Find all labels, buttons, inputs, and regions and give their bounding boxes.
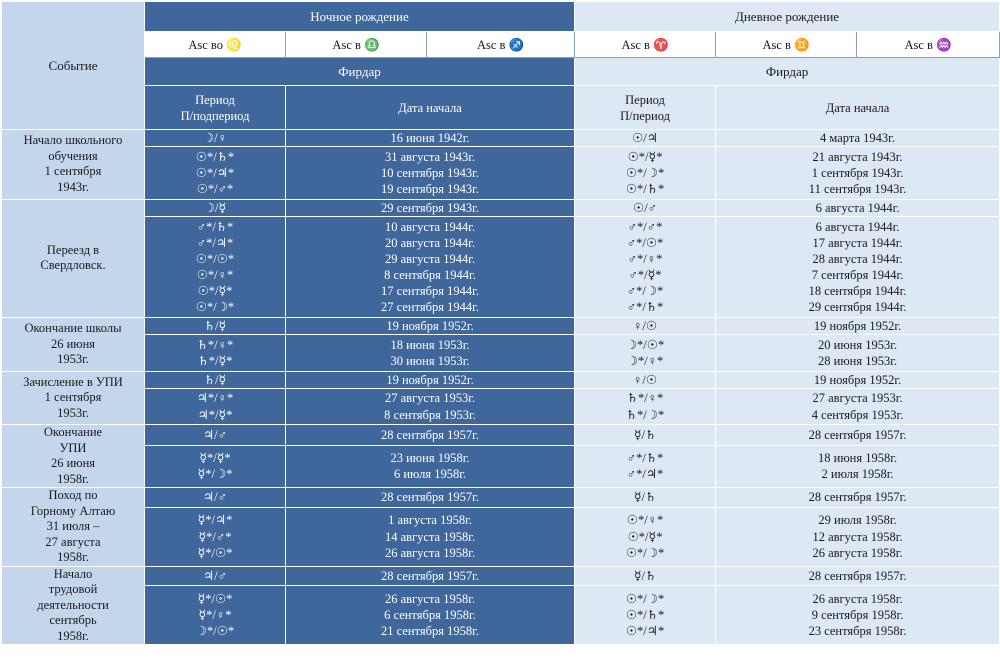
night-date-line: 19 сентября 1943г. <box>381 182 479 197</box>
night-date-line: 19 ноября 1952г. <box>386 372 474 387</box>
night-period-line: ☽*/☉* <box>195 624 235 639</box>
night-period-line: ♄*/☿* <box>197 354 233 369</box>
night-date <box>286 216 575 317</box>
night-date-line: 10 сентября 1943г. <box>381 165 479 180</box>
night-period-line: ♄/☿ <box>203 372 227 387</box>
night-date-line: 14 августа 1958г. <box>384 529 476 544</box>
day-date-line: 6 августа 1944г. <box>815 219 900 234</box>
day-date <box>716 318 1000 335</box>
night-period-line: ☿*/☿* <box>199 451 231 466</box>
night-date <box>286 507 575 566</box>
event-row <box>2 199 1000 216</box>
day-date-line: 26 августа 1958г. <box>812 591 903 606</box>
event-column-header: Событие <box>2 2 145 130</box>
event-row <box>2 586 1000 645</box>
day-date-line: 1 сентября 1943г. <box>811 165 904 180</box>
day-period-line: ☿/♄ <box>633 568 657 583</box>
night-period <box>145 335 286 371</box>
night-period-line: ☉*/☿* <box>197 284 233 299</box>
night-period-line: ♄/☿ <box>203 319 227 334</box>
day-date-line: 2 июля 1958г. <box>821 467 894 482</box>
day-period-line: ☉/♃ <box>632 131 658 145</box>
day-date-line: 28 сентября 1957г. <box>808 568 907 583</box>
event-name: Окончание школы 26 июня 1953г. <box>2 318 145 372</box>
firdar-night-header: Фирдар <box>145 58 575 86</box>
night-date-line: 20 августа 1944г. <box>384 235 476 250</box>
day-date <box>716 488 1000 507</box>
day-date-line: 6 августа 1944г. <box>815 200 900 215</box>
day-date-line: 28 сентября 1957г. <box>808 490 907 505</box>
day-period-line: ♄*/♀* <box>626 391 664 406</box>
night-date-line: 8 сентября 1953г. <box>384 407 476 422</box>
firdar-day-header: Фирдар <box>575 58 1000 86</box>
night-period <box>145 566 286 585</box>
night-date <box>286 318 575 335</box>
day-date <box>716 199 1000 216</box>
night-date-line: 21 сентября 1958г. <box>381 624 479 639</box>
night-date <box>286 488 575 507</box>
event-name: Окончание УПИ 26 июня 1958г. <box>2 425 145 488</box>
night-date <box>286 388 575 424</box>
night-date-line: 18 июня 1953г. <box>390 337 470 352</box>
night-period <box>145 216 286 317</box>
day-period <box>575 335 716 371</box>
night-period-line: ☽/☿ <box>203 200 227 215</box>
day-date-line: 11 сентября 1943г. <box>808 182 907 197</box>
night-period-header: Период П/подпериод <box>145 86 286 130</box>
night-period <box>145 318 286 335</box>
day-date <box>716 147 1000 200</box>
day-date-line: 23 сентября 1958г. <box>808 624 907 639</box>
day-period-line: ☉*/☿* <box>627 529 663 544</box>
day-date-line: 28 сентября 1957г. <box>808 427 907 442</box>
day-period-line: ☽*/♀* <box>626 354 664 369</box>
event-name: Зачисление в УПИ 1 сентября 1953г. <box>2 371 145 425</box>
asc-aquarius: Asc в ♒ <box>857 32 1000 58</box>
night-date-line: 29 августа 1944г. <box>384 251 476 266</box>
night-date-header: Дата начала <box>286 86 575 130</box>
day-period-line: ☽*/☉* <box>625 337 665 352</box>
night-date-line: 16 июня 1942г. <box>390 131 470 145</box>
day-date-line: 20 июня 1953г. <box>818 337 898 352</box>
night-date <box>286 147 575 200</box>
night-date-line: 27 сентября 1944г. <box>381 300 479 315</box>
day-period <box>575 488 716 507</box>
day-date <box>716 566 1000 585</box>
event-name: Переезд в Свердловск. <box>2 199 145 317</box>
night-period-line: ♃/♂ <box>202 490 228 505</box>
night-period <box>145 445 286 488</box>
night-date-line: 27 августа 1953г. <box>384 391 476 406</box>
event-row <box>2 147 1000 200</box>
event-name: Начало школьного обучения 1 сентября 1943г. <box>2 130 145 200</box>
night-period-line: ☽/♀ <box>202 131 228 145</box>
event-row <box>2 566 1000 585</box>
day-date-line: 29 июля 1958г. <box>818 513 897 528</box>
night-period <box>145 147 286 200</box>
day-date-line: 29 сентября 1944г. <box>808 300 907 315</box>
day-period-line: ♀/☉ <box>633 319 658 334</box>
day-date-line: 28 июня 1953г. <box>818 354 898 369</box>
day-date <box>716 335 1000 371</box>
day-date <box>716 425 1000 445</box>
night-date-line: 30 июня 1953г. <box>390 354 470 369</box>
night-date-line: 8 сентября 1944г. <box>384 268 476 283</box>
day-period <box>575 445 716 488</box>
night-date-line: 6 сентября 1958г. <box>384 608 476 623</box>
event-row <box>2 130 1000 147</box>
asc-gemini: Asc в ♊ <box>716 32 857 58</box>
event-row <box>2 445 1000 488</box>
night-period <box>145 488 286 507</box>
day-date <box>716 371 1000 388</box>
night-period-line: ☿*/☉* <box>197 591 233 606</box>
day-period-line: ♂*/☿* <box>628 268 662 283</box>
day-period <box>575 199 716 216</box>
day-date <box>716 507 1000 566</box>
day-date-line: 21 августа 1943г. <box>812 149 903 164</box>
night-period <box>145 199 286 216</box>
night-period-line: ☉*/☉* <box>195 251 235 266</box>
day-period-line: ♂*/♄* <box>626 451 664 466</box>
event-name: Начало трудовой деятельности сентябрь 1958г. <box>2 566 145 645</box>
night-period-line: ♂*/♃* <box>196 235 234 250</box>
day-period-header: Период П/период <box>575 86 716 130</box>
day-date-line: 18 сентября 1944г. <box>808 284 907 299</box>
night-period <box>145 130 286 147</box>
day-period-line: ☉*/☽* <box>625 165 665 180</box>
day-date-line: 18 июня 1958г. <box>818 451 898 466</box>
night-period-line: ♃*/☿* <box>197 407 233 422</box>
day-period <box>575 425 716 445</box>
night-date-line: 28 сентября 1957г. <box>381 568 479 583</box>
day-date-line: 28 августа 1944г. <box>812 251 903 266</box>
day-period-line: ☉/♂ <box>633 200 658 215</box>
day-date-line: 26 августа 1958г. <box>812 545 903 560</box>
day-period-line: ☉*/☽* <box>625 591 665 606</box>
day-period-line: ☿/♄ <box>633 427 657 442</box>
night-period <box>145 586 286 645</box>
night-period-line: ♃/♂ <box>202 427 228 442</box>
night-birth-header: Ночное рождение <box>145 2 575 32</box>
day-period-line: ♂*/♄* <box>626 300 664 315</box>
night-period-line: ☿*/☽* <box>197 467 233 482</box>
day-date <box>716 445 1000 488</box>
night-period-line: ☉*/☽* <box>195 300 235 315</box>
asc-libra: Asc в ♎ <box>286 32 427 58</box>
event-row <box>2 335 1000 371</box>
night-date-line: 31 августа 1943г. <box>384 149 476 164</box>
night-period-line: ♃/♂ <box>202 568 228 583</box>
day-date-line: 27 августа 1953г. <box>812 391 903 406</box>
day-date-line: 17 августа 1944г. <box>812 235 903 250</box>
night-period <box>145 388 286 424</box>
event-row <box>2 488 1000 507</box>
night-date-line: 1 августа 1958г. <box>388 513 472 528</box>
day-date <box>716 388 1000 424</box>
night-period <box>145 425 286 445</box>
day-period <box>575 371 716 388</box>
night-date-line: 28 сентября 1957г. <box>381 490 479 505</box>
night-period-line: ☉*/♀* <box>196 268 234 283</box>
day-period-line: ☿/♄ <box>633 490 657 505</box>
day-period <box>575 318 716 335</box>
event-row <box>2 507 1000 566</box>
night-period-line: ☿*/♂* <box>198 529 232 544</box>
night-date-line: 23 июня 1958г. <box>390 451 470 466</box>
day-date-line: 4 сентября 1953г. <box>811 407 904 422</box>
asc-leo: Asc во ♌ <box>145 32 286 58</box>
day-date-line: 7 сентября 1944г. <box>811 268 904 283</box>
event-row <box>2 318 1000 335</box>
night-date-line: 26 августа 1958г. <box>384 591 476 606</box>
night-date <box>286 586 575 645</box>
night-date <box>286 371 575 388</box>
night-period <box>145 507 286 566</box>
night-date-line: 19 ноября 1952г. <box>386 319 474 334</box>
day-period <box>575 507 716 566</box>
event-name: Поход по Горному Алтаю 31 июля – 27 августа 1958г. <box>2 488 145 567</box>
night-date-line: 26 августа 1958г. <box>384 545 476 560</box>
event-row <box>2 216 1000 317</box>
day-date <box>716 586 1000 645</box>
night-date <box>286 445 575 488</box>
night-period-line: ☉*/♄* <box>195 149 235 164</box>
day-period-line: ♀/☉ <box>633 372 658 387</box>
night-period-line: ☉*/♂* <box>196 182 234 197</box>
night-period-line: ☿*/☉* <box>197 545 233 560</box>
day-period-line: ☉*/♄* <box>625 182 665 197</box>
night-period-line: ☿*/♃* <box>197 513 233 528</box>
night-date <box>286 199 575 216</box>
day-birth-header: Дневное рождение <box>575 2 1000 32</box>
day-date-line: 19 ноября 1952г. <box>813 319 902 334</box>
day-period-line: ♂*/♀* <box>627 251 663 266</box>
day-period <box>575 586 716 645</box>
event-row <box>2 388 1000 424</box>
night-period-line: ☿*/♀* <box>198 608 232 623</box>
asc-aries: Asc в ♈ <box>575 32 716 58</box>
night-date-line: 10 августа 1944г. <box>384 219 476 234</box>
day-date <box>716 130 1000 147</box>
night-period-line: ♃*/♀* <box>196 391 234 406</box>
day-date-line: 12 августа 1958г. <box>812 529 903 544</box>
night-period-line: ☉*/♃* <box>195 165 235 180</box>
night-period-line: ♄*/♀* <box>196 337 234 352</box>
night-date-line: 29 сентября 1943г. <box>381 200 479 215</box>
day-period <box>575 216 716 317</box>
day-period-line: ♄*/☽* <box>625 407 665 422</box>
day-date <box>716 216 1000 317</box>
day-period <box>575 388 716 424</box>
night-period-line: ♂*/♄* <box>196 219 234 234</box>
day-period-line: ♂*/☉* <box>626 235 664 250</box>
day-period <box>575 147 716 200</box>
day-period-line: ♂*/♃* <box>626 467 664 482</box>
day-period-line: ♂*/☽* <box>626 284 664 299</box>
day-date-header: Дата начала <box>716 86 1000 130</box>
night-date-line: 6 июля 1958г. <box>393 467 467 482</box>
day-period <box>575 130 716 147</box>
event-row <box>2 425 1000 445</box>
day-period-line: ♂*/♂* <box>627 219 663 234</box>
day-period-line: ☉*/♀* <box>626 513 664 528</box>
day-date-line: 19 ноября 1952г. <box>813 372 902 387</box>
night-date <box>286 425 575 445</box>
asc-sagittarius: Asc в ♐ <box>427 32 575 58</box>
day-period-line: ☉*/☿* <box>627 149 663 164</box>
day-period-line: ☉*/♄* <box>625 608 665 623</box>
day-period-line: ☉*/♃* <box>625 624 665 639</box>
night-date-line: 28 сентября 1957г. <box>381 427 479 442</box>
night-period <box>145 371 286 388</box>
night-date <box>286 335 575 371</box>
night-date <box>286 130 575 147</box>
day-date-line: 9 сентября 1958г. <box>811 608 904 623</box>
night-date-line: 17 сентября 1944г. <box>381 284 479 299</box>
day-period <box>575 566 716 585</box>
day-date-line: 4 марта 1943г. <box>820 131 896 145</box>
event-row <box>2 371 1000 388</box>
night-date <box>286 566 575 585</box>
firdar-table <box>1 1 1000 645</box>
day-period-line: ☉*/☽* <box>625 545 665 560</box>
